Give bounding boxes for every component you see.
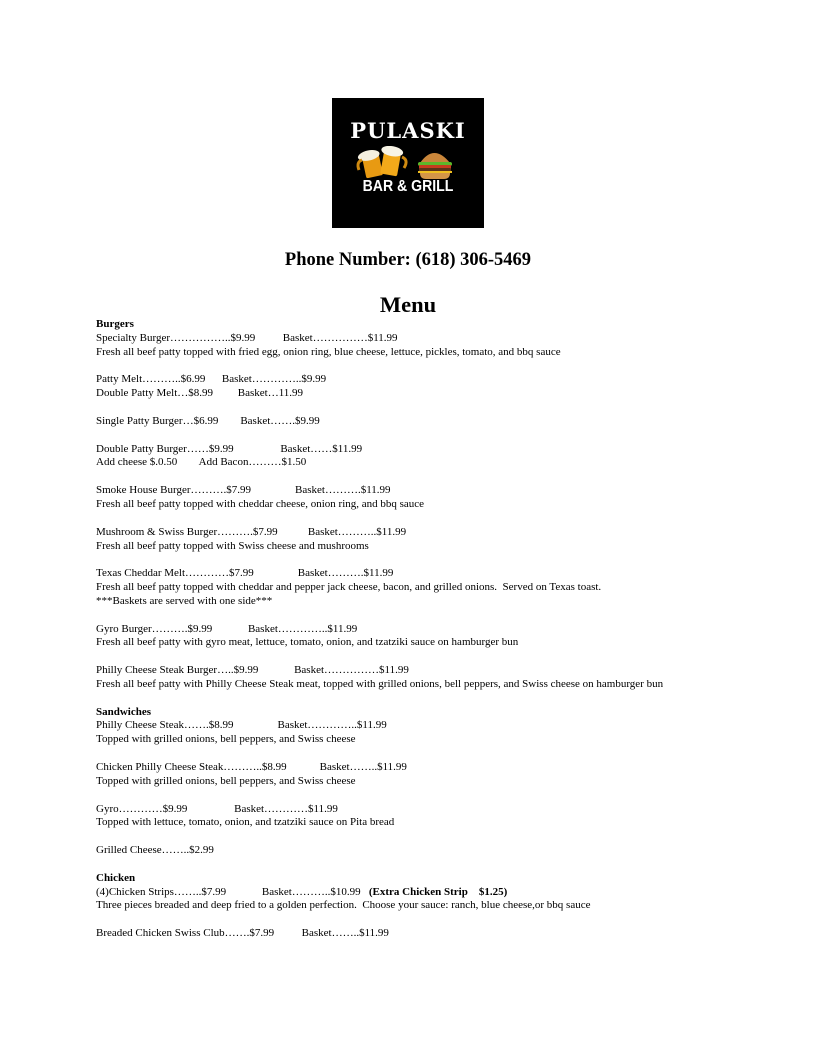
menu-item-description: Fresh all beef patty topped with cheddar and pepper jack cheese, bacon, and grilled onions. Served on Texas toast.	[96, 581, 602, 594]
restaurant-logo	[332, 98, 484, 228]
menu-title: Menu	[379, 292, 437, 317]
beer-mugs-icon	[332, 146, 484, 180]
menu-item-specialty-burger: Specialty Burger……………..$9.99 Basket……………$11.99	[96, 331, 398, 344]
menu-item-philly-cheese-steak-burger: Philly Cheese Steak Burger…..$9.99 Basket……………$11.99	[96, 664, 409, 677]
menu-item-gyro-burger: Gyro Burger……….$9.99 Basket…………..$11.99	[96, 622, 358, 635]
menu-item-description: Three pieces breaded and deep fried to a golden perfection. Choose your sauce: ranch, blue cheese,or bbq sauce	[96, 899, 591, 912]
menu-item-description: Topped with lettuce, tomato, onion, and tzatziki sauce on Pita bread	[96, 816, 395, 829]
menu-item-patty-melt: Patty Melt………..$6.99 Basket…………..$9.99	[96, 373, 327, 386]
menu-item-double-patty-burger: Double Patty Burger……$9.99 Basket……$11.99	[96, 442, 363, 455]
section-heading-sandwiches: Sandwiches	[96, 705, 152, 718]
phone-number: Phone Number: (618) 306-5469	[284, 250, 532, 270]
menu-item-texas-cheddar-melt: Texas Cheddar Melt…………$7.99 Basket……….$11.99	[96, 567, 394, 580]
menu-addons: Add cheese $.0.50 Add Bacon………$1.50	[96, 456, 307, 469]
menu-item-double-patty-melt: Double Patty Melt…$8.99 Basket…11.99	[96, 387, 304, 400]
extra-chicken-strip-note: (Extra Chicken Strip $1.25)	[368, 885, 508, 898]
section-heading-chicken: Chicken	[96, 871, 136, 884]
menu-content	[96, 318, 796, 941]
menu-item-description: Fresh all beef patty topped with Swiss cheese and mushrooms	[96, 539, 369, 552]
menu-item-mushroom-swiss-burger: Mushroom & Swiss Burger……….$7.99 Basket………..$11.99	[96, 525, 407, 538]
logo-icons	[332, 146, 484, 180]
menu-item-chicken-strips	[96, 886, 796, 900]
menu-item-gyro: Gyro…………$9.99 Basket…………$11.99	[96, 802, 338, 815]
menu-item-description: Fresh all beef patty topped with cheddar cheese, onion ring, and bbq sauce	[96, 497, 425, 510]
menu-item-description: Fresh all beef patty with gyro meat, lettuce, tomato, onion, and tzatziki sauce on hamburger bun	[96, 636, 519, 649]
logo-subtitle: BAR & GRILL	[362, 178, 454, 195]
menu-item-breaded-chicken-swiss-club: Breaded Chicken Swiss Club…….$7.99 Basket……..$11.99	[96, 927, 389, 940]
baskets-note: ***Baskets are served with one side***	[96, 594, 273, 607]
menu-item-description: Topped with grilled onions, bell peppers, and Swiss cheese	[96, 733, 356, 746]
menu-item-smoke-house-burger: Smoke House Burger……….$7.99 Basket……….$11.99	[96, 484, 391, 497]
menu-item-description: Topped with grilled onions, bell peppers, and Swiss cheese	[96, 774, 356, 787]
logo-title: PULASKI	[350, 118, 466, 143]
chicken-strips-price-line: (4)Chicken Strips……..$7.99 Basket………..$10.99	[96, 885, 369, 898]
menu-item-description: Fresh all beef patty topped with fried egg, onion ring, blue cheese, lettuce, pickles, tomato, and bbq sauce	[96, 345, 561, 358]
menu-item-chicken-philly-cheese-steak: Chicken Philly Cheese Steak………..$8.99 Basket……..$11.99	[96, 761, 407, 773]
section-heading-burgers: Burgers	[96, 318, 134, 330]
burger-icon	[418, 153, 452, 179]
menu-item-description: Fresh all beef patty with Philly Cheese Steak meat, topped with grilled onions, bell peppers, and Swiss cheese on hamburger bun	[96, 677, 664, 690]
menu-item-grilled-cheese: Grilled Cheese……..$2.99	[96, 844, 214, 857]
menu-item-single-patty-burger: Single Patty Burger…$6.99 Basket…….$9.99	[96, 414, 320, 427]
menu-item-philly-cheese-steak: Philly Cheese Steak…….$8.99 Basket…………..$11.99	[96, 719, 387, 732]
